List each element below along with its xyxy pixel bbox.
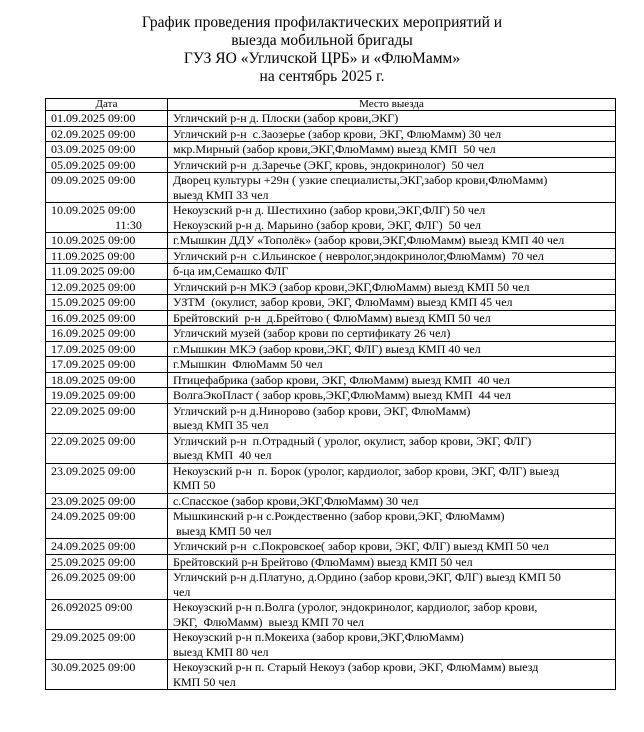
date-text: 01.09.2025 09:00 bbox=[51, 111, 136, 125]
date-cell bbox=[46, 570, 168, 600]
place-cell bbox=[168, 203, 616, 233]
date-cell bbox=[46, 157, 168, 173]
date-cell bbox=[46, 248, 168, 264]
date-cell bbox=[46, 203, 168, 233]
place-text: г.Мышкин ФлюМамм 50 чел bbox=[173, 357, 323, 371]
place-cell bbox=[168, 248, 616, 264]
table-row bbox=[46, 600, 616, 630]
date-text: 24.09.2025 09:00 bbox=[51, 539, 136, 553]
date-text: 29.09.2025 09:00 bbox=[51, 630, 136, 644]
place-text: Угличский р-н д.Нинорово (забор крови, ЭКГ, ФлюМамм) bbox=[173, 403, 471, 418]
date-cell bbox=[46, 463, 168, 493]
place-cell bbox=[168, 264, 616, 280]
place-text: Птицефабрика (забор крови, ЭКГ, ФлюМамм) выезд КМП 40 чел bbox=[173, 372, 510, 387]
title-line-2: выезда мобильной бригады bbox=[231, 32, 413, 49]
place-cell bbox=[168, 433, 616, 463]
date-cell bbox=[46, 326, 168, 342]
date-text: 23.09.2025 09:00 bbox=[51, 493, 136, 508]
date-text: 03.09.2025 09:00 bbox=[51, 142, 136, 156]
place-text: б-ца им,Семашко ФЛГ bbox=[173, 264, 289, 278]
table-row bbox=[46, 660, 616, 690]
date-cell bbox=[46, 660, 168, 690]
place-cell bbox=[168, 111, 616, 127]
date-text: 26.092025 09:00 bbox=[51, 600, 133, 614]
table-row bbox=[46, 463, 616, 493]
title-line-3: ГУЗ ЯО «Угличской ЦРБ» и «ФлюМамм» bbox=[183, 50, 461, 67]
place-cell bbox=[168, 372, 616, 388]
date-cell bbox=[46, 341, 168, 357]
place-cell bbox=[168, 279, 616, 295]
date-cell bbox=[46, 264, 168, 280]
place-text: Угличский р-н с.Покровское( забор крови, ЭКГ, ФЛГ) выезд КМП 50 чел bbox=[173, 539, 549, 553]
place-text: Угличский р-н д.Платуно, д.Ордино (забор крови,ЭКГ, ФЛГ) выезд КМП 50 bbox=[173, 570, 561, 584]
table-row bbox=[46, 248, 616, 264]
date-text: 11.09.2025 09:00 bbox=[51, 264, 135, 278]
table-row bbox=[46, 173, 616, 203]
date-cell bbox=[46, 279, 168, 295]
place-text: мкр.Мирный (забор крови,ЭКГ,ФлюМамм) выезд КМП 50 чел bbox=[173, 142, 496, 156]
date-cell bbox=[46, 111, 168, 127]
table-row bbox=[46, 433, 616, 463]
date-text: 10.09.2025 09:00 bbox=[51, 233, 136, 247]
date-text: 30.09.2025 09:00 bbox=[51, 660, 136, 674]
date-cell bbox=[46, 142, 168, 158]
table-row bbox=[46, 341, 616, 357]
date-text: 17.09.2025 09:00 bbox=[51, 357, 136, 371]
table-row bbox=[46, 310, 616, 326]
place-cell bbox=[168, 341, 616, 357]
place-cell bbox=[168, 310, 616, 326]
date-cell bbox=[46, 403, 168, 433]
place-cell bbox=[168, 509, 616, 539]
table-row bbox=[46, 126, 616, 142]
date-text: 19.09.2025 09:00 bbox=[51, 388, 136, 402]
table-row bbox=[46, 111, 616, 127]
place-cell bbox=[168, 233, 616, 249]
place-text: чел bbox=[173, 584, 191, 599]
place-text: Некоузский р-н п.Мокеиха (забор крови,ЭКГ,ФлюМамм) bbox=[173, 630, 464, 644]
date-cell bbox=[46, 173, 168, 203]
date-text: 22.09.2025 09:00 bbox=[51, 433, 136, 448]
column-header-place: Место выезда bbox=[168, 99, 616, 111]
date-text: 23.09.2025 09:00 bbox=[51, 463, 136, 478]
place-cell bbox=[168, 554, 616, 570]
table-row bbox=[46, 539, 616, 555]
date-cell bbox=[46, 388, 168, 404]
date-cell bbox=[46, 310, 168, 326]
place-cell bbox=[168, 142, 616, 158]
place-cell bbox=[168, 295, 616, 311]
table-row bbox=[46, 403, 616, 433]
date-text: 02.09.2025 09:00 bbox=[51, 126, 136, 141]
date-text: 22.09.2025 09:00 bbox=[51, 403, 136, 418]
place-text: КМП 50 bbox=[173, 478, 216, 492]
place-text: ВолгаЭкоПласт ( забор кровь,ЭКГ,ФлюМамм) выезд КМП 44 чел bbox=[173, 388, 511, 402]
table-row bbox=[46, 554, 616, 570]
place-text: УЗТМ (окулист, забор крови, ЭКГ, ФлюМамм) выезд КМП 45 чел bbox=[173, 295, 513, 309]
date-text: 17.09.2025 09:00 bbox=[51, 341, 136, 356]
date-cell bbox=[46, 630, 168, 660]
schedule-table bbox=[45, 98, 616, 690]
date-cell bbox=[46, 357, 168, 373]
date-text: 24.09.2025 09:00 bbox=[51, 509, 136, 523]
place-text: Угличский музей (забор крови по сертификату 26 чел) bbox=[173, 326, 451, 340]
place-cell bbox=[168, 660, 616, 690]
place-text: Угличский р-н МКЭ (забор крови,ЭКГ,ФлюМамм) выезд КМП 50 чел bbox=[173, 279, 530, 294]
table-row bbox=[46, 203, 616, 233]
place-cell bbox=[168, 326, 616, 342]
place-cell bbox=[168, 493, 616, 509]
date-cell bbox=[46, 493, 168, 509]
place-cell bbox=[168, 630, 616, 660]
column-header-date: Дата bbox=[46, 99, 168, 111]
place-text: Некоузский р-н д. Марьино (забор крови, ЭКГ, ФЛГ) 50 чел bbox=[173, 217, 481, 232]
date-text: 11:30 bbox=[115, 217, 142, 232]
table-row bbox=[46, 279, 616, 295]
table-row bbox=[46, 233, 616, 249]
place-text: Угличский р-н с.Заозерье (забор крови, ЭКГ, ФлюМамм) 30 чел bbox=[173, 126, 502, 141]
place-text: Некоузский р-н п. Старый Некоуз (забор крови, ЭКГ, ФлюМамм) выезд bbox=[173, 660, 539, 674]
schedule-body bbox=[46, 111, 616, 690]
table-row bbox=[46, 372, 616, 388]
table-row bbox=[46, 509, 616, 539]
date-text: 12.09.2025 09:00 bbox=[51, 279, 136, 294]
table-row bbox=[46, 157, 616, 173]
place-text: выезд КМП 80 чел bbox=[173, 644, 269, 659]
place-text: Некоузский р-н д. Шестихино (забор крови,ЭКГ,ФЛГ) 50 чел bbox=[173, 203, 486, 217]
table-header-row bbox=[46, 99, 616, 111]
place-cell bbox=[168, 570, 616, 600]
place-text: Некоузский р-н п. Борок (уролог, кардиолог, забор крови, ЭКГ, ФЛГ) выезд bbox=[173, 463, 560, 478]
place-text: г.Мышкин ДДУ «Тополёк» (забор крови,ЭКГ,ФлюМамм) выезд КМП 40 чел bbox=[173, 233, 565, 247]
date-text: 10.09.2025 09:00 bbox=[51, 203, 136, 217]
place-text: г.Мышкин МКЭ (забор крови,ЭКГ, ФЛГ) выезд КМП 40 чел bbox=[173, 341, 481, 356]
date-cell bbox=[46, 372, 168, 388]
date-text: 16.09.2025 09:00 bbox=[51, 310, 136, 325]
date-text: 26.09.2025 09:00 bbox=[51, 570, 136, 584]
place-cell bbox=[168, 173, 616, 203]
date-text: 25.09.2025 09:00 bbox=[51, 554, 136, 569]
place-text: выезд КМП 33 чел bbox=[173, 187, 269, 202]
place-cell bbox=[168, 388, 616, 404]
table-row bbox=[46, 493, 616, 509]
place-cell bbox=[168, 157, 616, 173]
place-cell bbox=[168, 600, 616, 630]
table-row bbox=[46, 357, 616, 373]
place-text: выезд КМП 50 чел bbox=[173, 523, 272, 538]
date-cell bbox=[46, 509, 168, 539]
place-text: Брейтовский р-н Брейтово (ФлюМамм) выезд КМП 50 чел bbox=[173, 554, 473, 569]
title-line-4: на сентябрь 2025 г. bbox=[259, 68, 385, 85]
date-text: 09.09.2025 09:00 bbox=[51, 173, 136, 187]
date-cell bbox=[46, 554, 168, 570]
table-row bbox=[46, 388, 616, 404]
date-text: 16.09.2025 09:00 bbox=[51, 326, 136, 340]
date-cell bbox=[46, 126, 168, 142]
place-text: выезд КМП 40 чел bbox=[173, 448, 272, 462]
table-row bbox=[46, 630, 616, 660]
table-row bbox=[46, 295, 616, 311]
place-cell bbox=[168, 403, 616, 433]
date-text: 18.09.2025 09:00 bbox=[51, 372, 136, 387]
table-row bbox=[46, 570, 616, 600]
place-cell bbox=[168, 539, 616, 555]
place-text: Брейтовский р-н д.Брейтово ( ФлюМамм) выезд КМП 50 чел bbox=[173, 310, 491, 325]
date-text: 11.09.2025 09:00 bbox=[51, 248, 135, 263]
place-text: Дворец культуры +29н ( узкие специалисты,ЭКГ,забор крови,ФлюМамм) bbox=[173, 173, 548, 187]
place-cell bbox=[168, 126, 616, 142]
place-text: Мышкинский р-н с.Рождественно (забор крови,ЭКГ, ФлюМамм) bbox=[173, 509, 505, 523]
date-cell bbox=[46, 600, 168, 630]
place-cell bbox=[168, 357, 616, 373]
date-text: 05.09.2025 09:00 bbox=[51, 157, 136, 172]
date-cell bbox=[46, 433, 168, 463]
date-cell bbox=[46, 233, 168, 249]
place-text: ЭКГ, ФлюМамм) выезд КМП 70 чел bbox=[173, 614, 365, 629]
place-text: Угличский р-н п.Отрадный ( уролог, окулист, забор крови, ЭКГ, ФЛГ) bbox=[173, 433, 532, 448]
place-text: Некоузский р-н п.Волга (уролог, эндокринолог, кардиолог, забор крови, bbox=[173, 600, 538, 614]
date-cell bbox=[46, 539, 168, 555]
table-row bbox=[46, 142, 616, 158]
place-text: Угличский р-н д. Плоски (забор крови,ЭКГ) bbox=[173, 111, 399, 125]
title-line-1: График проведения профилактических мероприятий и bbox=[141, 14, 503, 31]
table-row bbox=[46, 264, 616, 280]
date-cell bbox=[46, 295, 168, 311]
place-text: выезд КМП 35 чел bbox=[173, 418, 269, 432]
place-text: Угличский р-н с.Ильинское ( невролог,эндокринолог,ФлюМамм) 70 чел bbox=[173, 248, 544, 263]
date-text: 15.09.2025 09:00 bbox=[51, 295, 136, 309]
place-cell bbox=[168, 463, 616, 493]
document-title bbox=[0, 14, 644, 86]
table-row bbox=[46, 326, 616, 342]
place-text: с.Спасское (забор крови,ЭКГ,ФлюМамм) 30 чел bbox=[173, 493, 419, 508]
place-text: Угличский р-н д.Заречье (ЭКГ, кровь, эндокринолог) 50 чел bbox=[173, 157, 484, 172]
place-text: КМП 50 чел bbox=[173, 674, 236, 689]
